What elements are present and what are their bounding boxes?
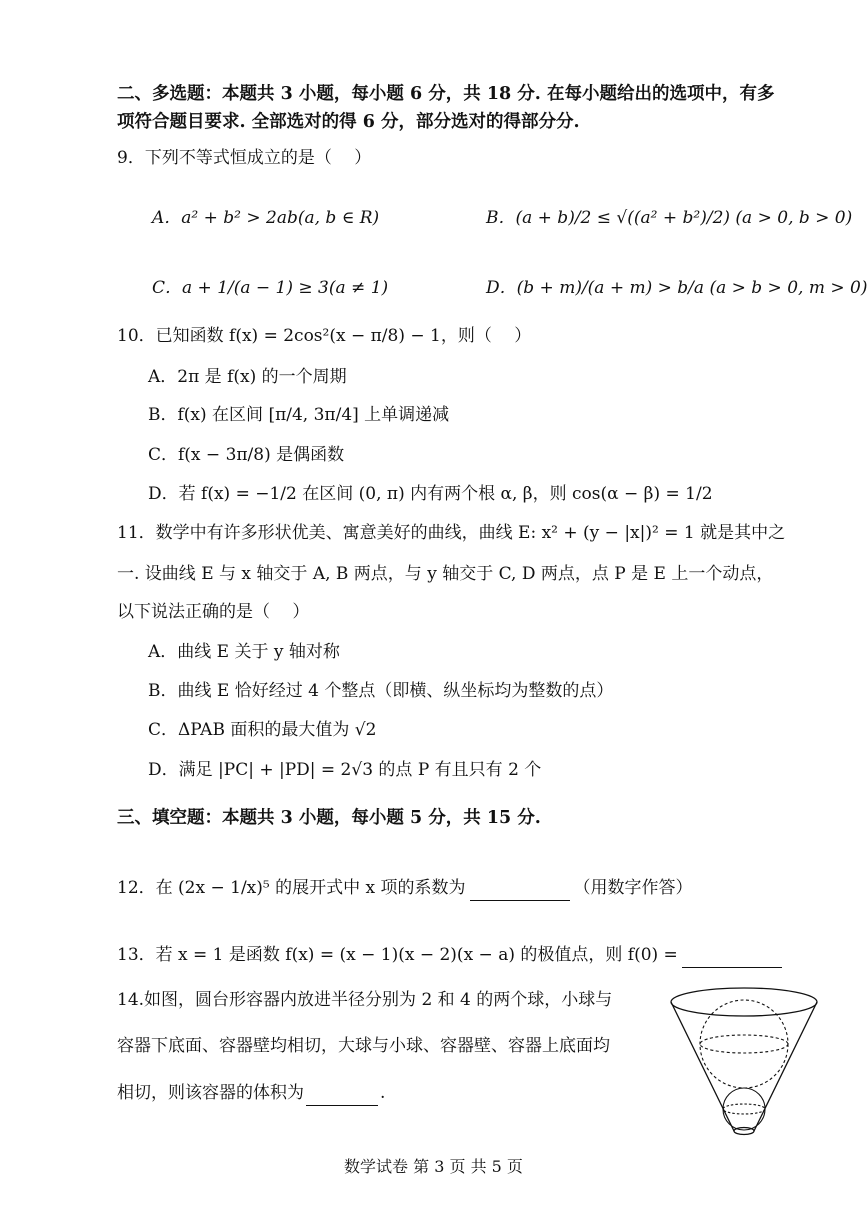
q9-option-c: C．a + 1/(a − 1) ≥ 3(a ≠ 1) xyxy=(152,278,389,298)
q11-option-a: A．曲线 E 关于 y 轴对称 xyxy=(148,642,340,662)
q12-hint: （用数字作答） xyxy=(573,878,693,898)
q10-option-b: B．f(x) 在区间 [π/4, 3π/4] 上单调递减 xyxy=(148,405,450,425)
q10-option-a: A．2π 是 f(x) 的一个周期 xyxy=(148,367,347,387)
q14-period: . xyxy=(380,1083,386,1103)
large-sphere xyxy=(700,1000,788,1088)
q11-option-d: D．满足 |PC| + |PD| = 2√3 的点 P 有且只有 2 个 xyxy=(148,760,542,780)
q14-line2: 容器下底面、容器壁均相切，大球与小球、容器壁、容器上底面均 xyxy=(117,1036,610,1056)
q11-stem-line2: 一. 设曲线 E 与 x 轴交于 A, B 两点，与 y 轴交于 C, D 两点，点 P 是 E 上一个动点， xyxy=(117,564,774,584)
small-sphere-equator xyxy=(723,1104,765,1114)
q9-stem: 9．下列不等式恒成立的是（ ） xyxy=(117,148,372,168)
q14-text: 相切，则该容器的体积为 xyxy=(117,1083,304,1103)
q13-answer-blank xyxy=(682,943,782,968)
q11-option-c: C．ΔPAB 面积的最大值为 √2 xyxy=(148,720,377,740)
large-sphere-equator xyxy=(700,1035,788,1053)
q13-text: 13．若 x = 1 是函数 f(x) = (x − 1)(x − 2)(x − a) 的极值点，则 f(0) = xyxy=(117,945,678,965)
frustum-right-wall xyxy=(754,1002,817,1131)
q9-option-b: B．(a + b)/2 ≤ √((a² + b²)/2) (a > 0, b > 0) xyxy=(486,208,853,228)
q14-line1: 14.如图，圆台形容器内放进半径分别为 2 和 4 的两个球，小球与 xyxy=(117,990,613,1010)
q12-text: 12．在 (2x − 1/x)⁵ 的展开式中 x 项的系数为 xyxy=(117,878,466,898)
frustum-left-wall xyxy=(671,1002,734,1131)
q11-stem-line1: 11．数学中有许多形状优美、寓意美好的曲线，曲线 E: x² + (y − |x|)² = 1 就是其中之 xyxy=(117,523,786,543)
q10-option-d: D．若 f(x) = −1/2 在区间 (0, π) 内有两个根 α, β，则 cos(α − β) = 1/2 xyxy=(148,484,713,504)
q11-stem-line3: 以下说法正确的是（ ） xyxy=(117,602,310,622)
q9-option-a: A．a² + b² > 2ab(a, b ∈ R) xyxy=(152,208,380,228)
q12-answer-blank xyxy=(470,876,570,901)
q9-option-d: D．(b + m)/(a + m) > b/a (a > b > 0, m > 0) xyxy=(486,278,867,298)
q14-line3 xyxy=(117,1081,385,1106)
section2-heading-line1: 二、多选题：本题共 3 小题，每小题 6 分，共 18 分. 在每小题给出的选项中，有多 xyxy=(117,84,775,104)
page-footer: 数学试卷 第 3 页 共 5 页 xyxy=(344,1157,523,1176)
frustum-spheres-figure xyxy=(664,980,824,1140)
q12-line xyxy=(117,876,693,901)
frustum-top-rim xyxy=(671,988,817,1016)
q13-line xyxy=(117,943,786,968)
q10-stem: 10．已知函数 f(x) = 2cos²(x − π/8) − 1，则（ ） xyxy=(117,326,532,346)
small-sphere xyxy=(723,1088,765,1130)
section2-heading-line2: 项符合题目要求. 全部选对的得 6 分，部分选对的得部分分. xyxy=(117,112,580,132)
q11-option-b: B．曲线 E 恰好经过 4 个整点（即横、纵坐标均为整数的点） xyxy=(148,681,614,701)
section3-heading: 三、填空题：本题共 3 小题，每小题 5 分，共 15 分. xyxy=(117,808,541,828)
q14-answer-blank xyxy=(306,1081,378,1106)
q10-option-c: C．f(x − 3π/8) 是偶函数 xyxy=(148,445,345,465)
